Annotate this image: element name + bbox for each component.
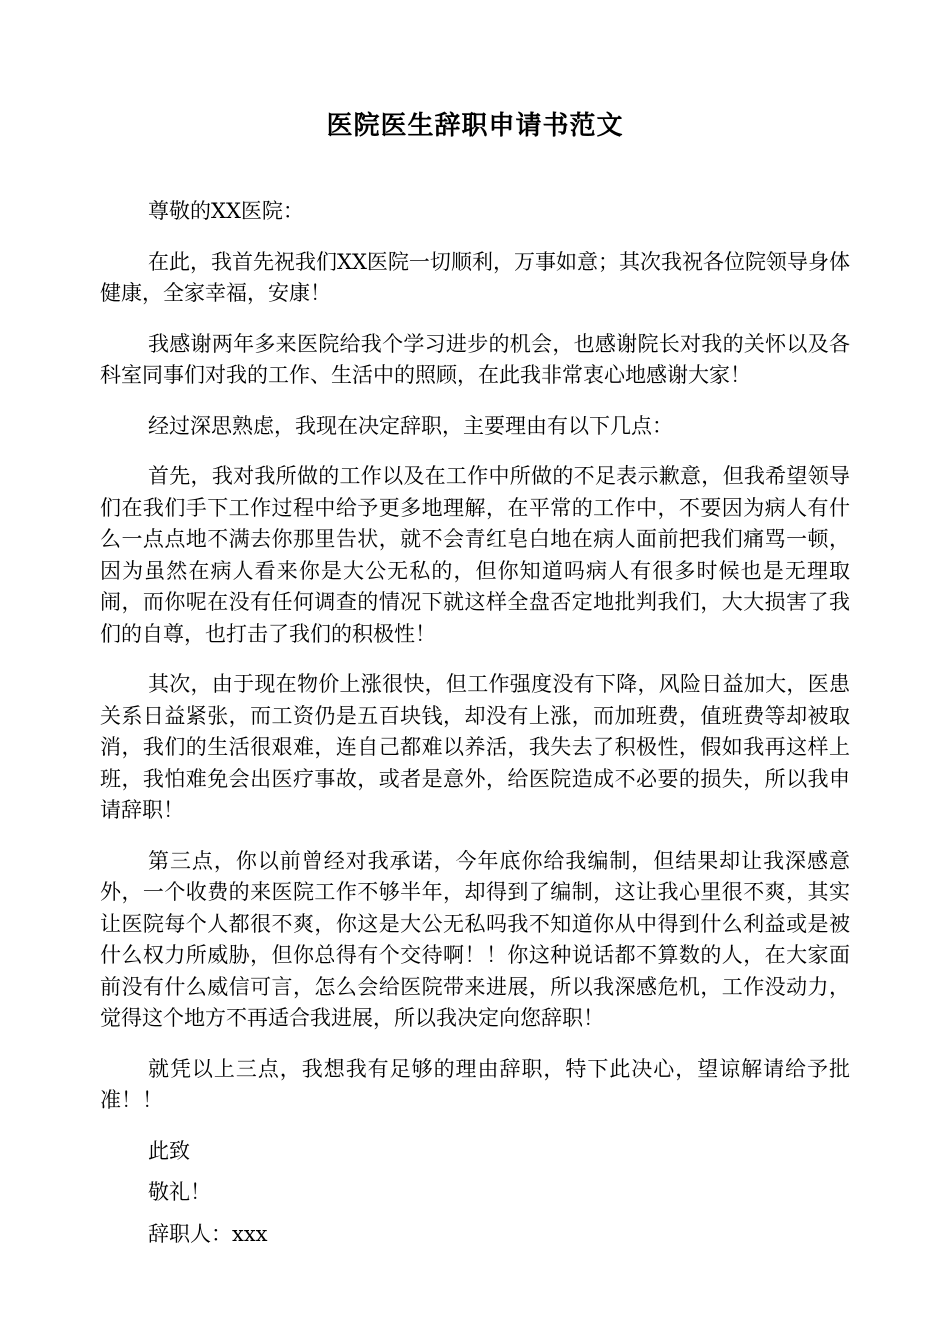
closing-cizhi: 此致 xyxy=(148,1138,190,1163)
closing-jingli: 敬礼！ xyxy=(148,1180,211,1204)
paragraph-reason-first: 首先，我对我所做的工作以及在工作中所做的不足表示歉意，但我希望领导们在我们手下工作过程中给予更多地理解，在平常的工作中，不要因为病人有什么一点点地不满去你那里告状，就不会青红皂白地在病人面前把我们痛骂一顿，因为虽然在病人看来你是大公无私的，但你知道吗病人有很多时候也是无理取闹，而你呢在没有任何调查的情况下就这样全盘否定地批判我们，大大损害了我们的自尊，也打击了我们的积极性！ xyxy=(100,464,850,646)
letter-body xyxy=(100,196,850,1260)
paragraph-greeting: 在此，我首先祝我们XX医院一切顺利，万事如意；其次我祝各位院领导身体健康，全家幸福，安康！ xyxy=(100,249,850,305)
signature-line: 辞职人：xxx xyxy=(148,1221,268,1246)
letter-salutation: 尊敬的XX医院： xyxy=(148,199,304,223)
paragraph-reason-second: 其次，由于现在物价上涨很快，但工作强度没有下降，风险日益加大，医患关系日益紧张，而工资仍是五百块钱，却没有上涨，而加班费，值班费等却被取消，我们的生活很艰难，连自己都难以养活，我失去了积极性，假如我再这样上班，我怕难免会出医疗事故，或者是意外，给医院造成不必要的损失，所以我申请辞职！ xyxy=(100,672,850,822)
paragraph-decision: 经过深思熟虑，我现在决定辞职，主要理由有以下几点： xyxy=(148,413,673,438)
paragraph-conclusion: 就凭以上三点，我想我有足够的理由辞职，特下此决心，望谅解请给予批准！！ xyxy=(100,1056,850,1112)
paragraph-reason-third: 第三点，你以前曾经对我承诺，今年底你给我编制，但结果却让我深感意外，一个收费的来医院工作不够半年，却得到了编制，这让我心里很不爽，其实让医院每个人都很不爽，你这是大公无私吗我不知道你从中得到什么利益或是被什么权力所威胁，但你总得有个交待啊！！你这种说话都不算数的人，在大家面前没有什么威信可言，怎么会给医院带来进展，所以我深感危机，工作没动力，觉得这个地方不再适合我进展，所以我决定向您辞职！ xyxy=(100,848,850,1030)
paragraph-thanks: 我感谢两年多来医院给我个学习进步的机会，也感谢院长对我的关怀以及各科室同事们对我的工作、生活中的照顾，在此我非常衷心地感谢大家！ xyxy=(100,331,850,387)
document-title: 医院医生辞职申请书范文 xyxy=(326,111,624,141)
